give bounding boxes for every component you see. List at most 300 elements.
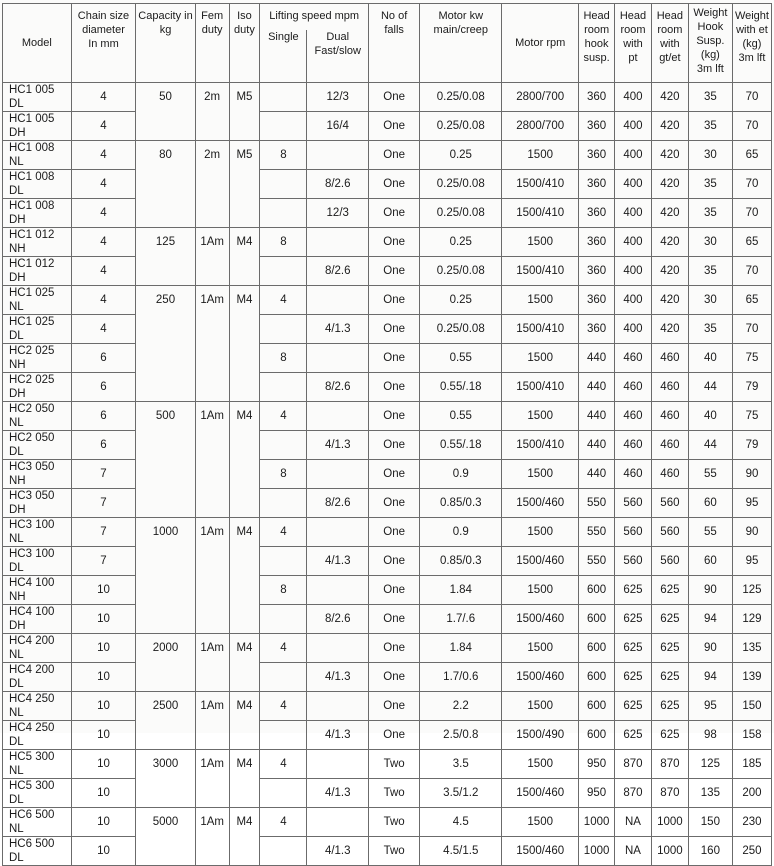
cell-head-room-pt: 560 bbox=[615, 518, 652, 547]
cell-motor-kw: 1.7/.6 bbox=[420, 605, 502, 634]
cell-model: HC4 250 NL bbox=[3, 692, 72, 721]
cell-speed-dual: 4/1.3 bbox=[307, 663, 369, 692]
cell-iso-duty bbox=[229, 663, 260, 692]
cell-speed-dual bbox=[307, 576, 369, 605]
col-header-fem-duty: Fem duty bbox=[195, 4, 229, 83]
cell-model: HC2 025 DH bbox=[3, 373, 72, 402]
cell-falls: One bbox=[369, 257, 420, 286]
cell-head-room-hook: 360 bbox=[579, 315, 615, 344]
cell-capacity bbox=[136, 315, 195, 344]
cell-capacity bbox=[136, 199, 195, 228]
cell-weight-et: 70 bbox=[732, 83, 771, 112]
col-header-head-room-gt: Head room with gt/et bbox=[651, 4, 688, 83]
cell-speed-single bbox=[260, 779, 307, 808]
cell-head-room-pt: 625 bbox=[615, 576, 652, 605]
cell-head-room-gt: 625 bbox=[651, 663, 688, 692]
table-row bbox=[3, 460, 772, 489]
cell-iso-duty bbox=[229, 373, 260, 402]
cell-model: HC1 005 DL bbox=[3, 83, 72, 112]
cell-motor-kw: 0.9 bbox=[420, 460, 502, 489]
cell-fem-duty bbox=[195, 373, 229, 402]
cell-falls: One bbox=[369, 315, 420, 344]
col-header-weight-hook: Weight Hook Susp. (kg) 3m lft bbox=[688, 4, 732, 83]
cell-falls: Two bbox=[369, 837, 420, 866]
cell-head-room-hook: 440 bbox=[579, 460, 615, 489]
cell-iso-duty bbox=[229, 605, 260, 634]
cell-head-room-gt: 420 bbox=[651, 315, 688, 344]
cell-iso-duty bbox=[229, 547, 260, 576]
cell-iso-duty bbox=[229, 199, 260, 228]
table-row bbox=[3, 808, 772, 837]
cell-falls: One bbox=[369, 199, 420, 228]
cell-head-room-gt: 1000 bbox=[651, 837, 688, 866]
cell-head-room-hook: 440 bbox=[579, 344, 615, 373]
cell-speed-dual: 4/1.3 bbox=[307, 837, 369, 866]
cell-motor-rpm: 1500 bbox=[502, 692, 579, 721]
cell-iso-duty: M5 bbox=[229, 83, 260, 112]
cell-weight-et: 65 bbox=[732, 286, 771, 315]
cell-motor-kw: 0.55 bbox=[420, 402, 502, 431]
cell-weight-hook: 35 bbox=[688, 83, 732, 112]
cell-chain-size: 10 bbox=[71, 605, 136, 634]
cell-head-room-hook: 360 bbox=[579, 141, 615, 170]
col-header-motor-rpm: Motor rpm bbox=[502, 4, 579, 83]
cell-chain-size: 10 bbox=[71, 663, 136, 692]
cell-falls: One bbox=[369, 170, 420, 199]
cell-motor-rpm: 2800/700 bbox=[502, 83, 579, 112]
cell-speed-single bbox=[260, 83, 307, 112]
cell-motor-kw: 0.9 bbox=[420, 518, 502, 547]
cell-weight-hook: 60 bbox=[688, 547, 732, 576]
cell-fem-duty bbox=[195, 721, 229, 750]
cell-speed-dual: 8/2.6 bbox=[307, 605, 369, 634]
cell-head-room-pt: 625 bbox=[615, 663, 652, 692]
cell-model: HC1 008 DH bbox=[3, 199, 72, 228]
cell-motor-rpm: 1500/460 bbox=[502, 779, 579, 808]
cell-motor-rpm: 1500/460 bbox=[502, 547, 579, 576]
cell-motor-kw: 0.25/0.08 bbox=[420, 112, 502, 141]
cell-motor-kw: 0.25 bbox=[420, 141, 502, 170]
cell-capacity: 2000 bbox=[136, 634, 195, 663]
cell-motor-kw: 2.2 bbox=[420, 692, 502, 721]
cell-weight-et: 139 bbox=[732, 663, 771, 692]
cell-fem-duty bbox=[195, 663, 229, 692]
cell-falls: One bbox=[369, 373, 420, 402]
cell-weight-et: 65 bbox=[732, 228, 771, 257]
cell-model: HC4 200 DL bbox=[3, 663, 72, 692]
cell-chain-size: 6 bbox=[71, 373, 136, 402]
cell-speed-single: 8 bbox=[260, 141, 307, 170]
cell-model: HC3 100 NL bbox=[3, 518, 72, 547]
table-row bbox=[3, 344, 772, 373]
cell-head-room-pt: 625 bbox=[615, 721, 652, 750]
cell-falls: One bbox=[369, 518, 420, 547]
cell-falls: Two bbox=[369, 808, 420, 837]
cell-model: HC1 025 DL bbox=[3, 315, 72, 344]
cell-motor-rpm: 1500 bbox=[502, 460, 579, 489]
cell-capacity: 2500 bbox=[136, 692, 195, 721]
cell-head-room-pt: 400 bbox=[615, 257, 652, 286]
cell-head-room-hook: 600 bbox=[579, 692, 615, 721]
cell-head-room-pt: 625 bbox=[615, 692, 652, 721]
cell-falls: One bbox=[369, 721, 420, 750]
cell-weight-et: 200 bbox=[732, 779, 771, 808]
cell-iso-duty bbox=[229, 460, 260, 489]
cell-weight-hook: 35 bbox=[688, 199, 732, 228]
cell-capacity bbox=[136, 257, 195, 286]
cell-head-room-pt: 400 bbox=[615, 199, 652, 228]
cell-weight-et: 75 bbox=[732, 344, 771, 373]
cell-iso-duty: M4 bbox=[229, 692, 260, 721]
cell-motor-rpm: 1500 bbox=[502, 518, 579, 547]
cell-iso-duty bbox=[229, 170, 260, 199]
cell-head-room-gt: 625 bbox=[651, 605, 688, 634]
cell-motor-kw: 0.85/0.3 bbox=[420, 547, 502, 576]
cell-chain-size: 4 bbox=[71, 141, 136, 170]
cell-speed-dual bbox=[307, 460, 369, 489]
cell-head-room-gt: 625 bbox=[651, 692, 688, 721]
cell-iso-duty: M4 bbox=[229, 286, 260, 315]
cell-chain-size: 10 bbox=[71, 808, 136, 837]
cell-iso-duty bbox=[229, 721, 260, 750]
table-row bbox=[3, 141, 772, 170]
cell-head-room-gt: 420 bbox=[651, 199, 688, 228]
cell-motor-kw: 0.25 bbox=[420, 286, 502, 315]
cell-model: HC4 200 NL bbox=[3, 634, 72, 663]
cell-motor-kw: 0.25/0.08 bbox=[420, 83, 502, 112]
cell-head-room-gt: 870 bbox=[651, 750, 688, 779]
cell-iso-duty bbox=[229, 837, 260, 866]
cell-model: HC4 100 DH bbox=[3, 605, 72, 634]
cell-motor-kw: 0.55/.18 bbox=[420, 431, 502, 460]
table-row bbox=[3, 83, 772, 112]
cell-speed-single bbox=[260, 663, 307, 692]
cell-chain-size: 6 bbox=[71, 344, 136, 373]
cell-motor-rpm: 1500/460 bbox=[502, 605, 579, 634]
cell-capacity: 5000 bbox=[136, 808, 195, 837]
cell-falls: One bbox=[369, 605, 420, 634]
cell-iso-duty: M4 bbox=[229, 634, 260, 663]
cell-model: HC2 050 DL bbox=[3, 431, 72, 460]
cell-head-room-hook: 550 bbox=[579, 547, 615, 576]
cell-model: HC2 050 NL bbox=[3, 402, 72, 431]
cell-head-room-pt: NA bbox=[615, 808, 652, 837]
cell-motor-rpm: 1500/460 bbox=[502, 837, 579, 866]
col-header-dual: Dual Fast/slow bbox=[307, 30, 369, 83]
cell-head-room-gt: 1000 bbox=[651, 808, 688, 837]
cell-speed-single bbox=[260, 315, 307, 344]
cell-chain-size: 4 bbox=[71, 315, 136, 344]
col-header-single: Single bbox=[260, 30, 307, 83]
cell-head-room-pt: 400 bbox=[615, 286, 652, 315]
cell-head-room-gt: 625 bbox=[651, 721, 688, 750]
cell-motor-rpm: 1500 bbox=[502, 634, 579, 663]
cell-model: HC1 008 NL bbox=[3, 141, 72, 170]
cell-chain-size: 7 bbox=[71, 518, 136, 547]
cell-head-room-hook: 550 bbox=[579, 518, 615, 547]
cell-motor-rpm: 1500 bbox=[502, 344, 579, 373]
cell-chain-size: 10 bbox=[71, 750, 136, 779]
cell-head-room-pt: 400 bbox=[615, 141, 652, 170]
cell-head-room-pt: 625 bbox=[615, 605, 652, 634]
cell-speed-single: 8 bbox=[260, 460, 307, 489]
cell-head-room-hook: 440 bbox=[579, 373, 615, 402]
cell-model: HC6 500 DL bbox=[3, 837, 72, 866]
table-row bbox=[3, 663, 772, 692]
cell-capacity bbox=[136, 837, 195, 866]
cell-weight-hook: 60 bbox=[688, 489, 732, 518]
cell-falls: Two bbox=[369, 750, 420, 779]
cell-model: HC2 025 NH bbox=[3, 344, 72, 373]
cell-chain-size: 10 bbox=[71, 779, 136, 808]
cell-capacity: 80 bbox=[136, 141, 195, 170]
cell-head-room-hook: 950 bbox=[579, 779, 615, 808]
cell-fem-duty: 1Am bbox=[195, 228, 229, 257]
cell-falls: One bbox=[369, 460, 420, 489]
cell-chain-size: 4 bbox=[71, 286, 136, 315]
cell-speed-dual: 8/2.6 bbox=[307, 373, 369, 402]
cell-speed-single bbox=[260, 170, 307, 199]
cell-head-room-pt: 400 bbox=[615, 112, 652, 141]
cell-weight-et: 185 bbox=[732, 750, 771, 779]
cell-motor-rpm: 1500/490 bbox=[502, 721, 579, 750]
cell-chain-size: 6 bbox=[71, 431, 136, 460]
cell-iso-duty bbox=[229, 489, 260, 518]
cell-motor-kw: 1.84 bbox=[420, 576, 502, 605]
table-row bbox=[3, 315, 772, 344]
cell-head-room-gt: 560 bbox=[651, 518, 688, 547]
cell-falls: One bbox=[369, 286, 420, 315]
cell-fem-duty: 1Am bbox=[195, 750, 229, 779]
cell-weight-hook: 94 bbox=[688, 605, 732, 634]
cell-weight-et: 90 bbox=[732, 460, 771, 489]
cell-fem-duty bbox=[195, 576, 229, 605]
cell-head-room-hook: 1000 bbox=[579, 808, 615, 837]
cell-speed-single bbox=[260, 721, 307, 750]
cell-capacity bbox=[136, 721, 195, 750]
cell-weight-hook: 30 bbox=[688, 228, 732, 257]
cell-iso-duty: M5 bbox=[229, 141, 260, 170]
cell-weight-hook: 35 bbox=[688, 112, 732, 141]
cell-motor-kw: 1.7/0.6 bbox=[420, 663, 502, 692]
cell-weight-et: 158 bbox=[732, 721, 771, 750]
cell-head-room-pt: 460 bbox=[615, 460, 652, 489]
cell-falls: One bbox=[369, 431, 420, 460]
cell-weight-et: 150 bbox=[732, 692, 771, 721]
cell-chain-size: 4 bbox=[71, 83, 136, 112]
cell-head-room-hook: 360 bbox=[579, 112, 615, 141]
cell-head-room-pt: 400 bbox=[615, 228, 652, 257]
cell-motor-kw: 0.85/0.3 bbox=[420, 489, 502, 518]
cell-speed-single: 4 bbox=[260, 402, 307, 431]
cell-weight-hook: 98 bbox=[688, 721, 732, 750]
cell-head-room-pt: 400 bbox=[615, 315, 652, 344]
cell-head-room-gt: 460 bbox=[651, 431, 688, 460]
cell-motor-kw: 4.5 bbox=[420, 808, 502, 837]
cell-speed-dual bbox=[307, 344, 369, 373]
cell-chain-size: 6 bbox=[71, 402, 136, 431]
cell-weight-hook: 150 bbox=[688, 808, 732, 837]
cell-iso-duty: M4 bbox=[229, 808, 260, 837]
cell-motor-rpm: 1500/410 bbox=[502, 257, 579, 286]
cell-model: HC1 012 DH bbox=[3, 257, 72, 286]
cell-motor-kw: 0.25 bbox=[420, 228, 502, 257]
cell-weight-et: 79 bbox=[732, 431, 771, 460]
cell-falls: One bbox=[369, 489, 420, 518]
cell-motor-rpm: 1500/460 bbox=[502, 489, 579, 518]
cell-capacity bbox=[136, 489, 195, 518]
cell-weight-hook: 90 bbox=[688, 634, 732, 663]
table-row bbox=[3, 112, 772, 141]
cell-iso-duty bbox=[229, 257, 260, 286]
cell-motor-kw: 0.55/.18 bbox=[420, 373, 502, 402]
cell-capacity: 1000 bbox=[136, 518, 195, 547]
cell-weight-hook: 125 bbox=[688, 750, 732, 779]
cell-speed-dual: 4/1.3 bbox=[307, 779, 369, 808]
cell-fem-duty bbox=[195, 199, 229, 228]
cell-falls: One bbox=[369, 83, 420, 112]
cell-model: HC1 008 DL bbox=[3, 170, 72, 199]
cell-weight-et: 70 bbox=[732, 112, 771, 141]
cell-capacity bbox=[136, 431, 195, 460]
cell-motor-rpm: 1500 bbox=[502, 808, 579, 837]
col-header-head-room-hook: Head room hook susp. bbox=[579, 4, 615, 83]
cell-speed-dual: 8/2.6 bbox=[307, 170, 369, 199]
cell-iso-duty bbox=[229, 431, 260, 460]
cell-falls: One bbox=[369, 228, 420, 257]
cell-fem-duty: 1Am bbox=[195, 402, 229, 431]
cell-head-room-pt: 400 bbox=[615, 83, 652, 112]
cell-head-room-hook: 360 bbox=[579, 170, 615, 199]
cell-falls: One bbox=[369, 634, 420, 663]
cell-weight-hook: 40 bbox=[688, 344, 732, 373]
cell-speed-dual bbox=[307, 402, 369, 431]
cell-weight-et: 95 bbox=[732, 547, 771, 576]
cell-weight-et: 230 bbox=[732, 808, 771, 837]
cell-motor-rpm: 1500 bbox=[502, 402, 579, 431]
cell-motor-kw: 2.5/0.8 bbox=[420, 721, 502, 750]
col-header-lifting-speed: Lifting speed mpm bbox=[260, 4, 369, 30]
cell-capacity bbox=[136, 460, 195, 489]
cell-weight-et: 135 bbox=[732, 634, 771, 663]
cell-falls: One bbox=[369, 344, 420, 373]
cell-model: HC1 025 NL bbox=[3, 286, 72, 315]
cell-motor-kw: 3.5/1.2 bbox=[420, 779, 502, 808]
cell-head-room-gt: 420 bbox=[651, 228, 688, 257]
cell-head-room-gt: 420 bbox=[651, 112, 688, 141]
cell-capacity bbox=[136, 663, 195, 692]
cell-weight-et: 75 bbox=[732, 402, 771, 431]
cell-speed-single bbox=[260, 199, 307, 228]
cell-weight-hook: 35 bbox=[688, 315, 732, 344]
table-row bbox=[3, 199, 772, 228]
cell-speed-dual: 4/1.3 bbox=[307, 721, 369, 750]
cell-head-room-pt: 560 bbox=[615, 547, 652, 576]
cell-speed-dual bbox=[307, 518, 369, 547]
cell-head-room-gt: 460 bbox=[651, 460, 688, 489]
cell-speed-single: 4 bbox=[260, 750, 307, 779]
cell-head-room-pt: 460 bbox=[615, 373, 652, 402]
cell-head-room-pt: 560 bbox=[615, 489, 652, 518]
cell-motor-kw: 0.25/0.08 bbox=[420, 315, 502, 344]
cell-model: HC5 300 NL bbox=[3, 750, 72, 779]
cell-head-room-hook: 600 bbox=[579, 576, 615, 605]
cell-capacity bbox=[136, 576, 195, 605]
cell-motor-kw: 0.25/0.08 bbox=[420, 199, 502, 228]
cell-motor-rpm: 2800/700 bbox=[502, 112, 579, 141]
table-row bbox=[3, 402, 772, 431]
col-header-falls: No of falls bbox=[369, 4, 420, 83]
cell-weight-hook: 135 bbox=[688, 779, 732, 808]
cell-head-room-gt: 625 bbox=[651, 634, 688, 663]
cell-head-room-gt: 460 bbox=[651, 344, 688, 373]
table-row bbox=[3, 257, 772, 286]
cell-speed-single bbox=[260, 605, 307, 634]
cell-speed-dual bbox=[307, 692, 369, 721]
cell-head-room-pt: 625 bbox=[615, 634, 652, 663]
cell-head-room-hook: 600 bbox=[579, 721, 615, 750]
table-row bbox=[3, 547, 772, 576]
cell-head-room-gt: 460 bbox=[651, 373, 688, 402]
cell-head-room-hook: 360 bbox=[579, 199, 615, 228]
cell-fem-duty bbox=[195, 605, 229, 634]
cell-capacity: 500 bbox=[136, 402, 195, 431]
cell-head-room-pt: 870 bbox=[615, 779, 652, 808]
cell-capacity bbox=[136, 779, 195, 808]
cell-fem-duty bbox=[195, 489, 229, 518]
cell-weight-et: 95 bbox=[732, 489, 771, 518]
cell-iso-duty bbox=[229, 112, 260, 141]
cell-head-room-pt: 460 bbox=[615, 431, 652, 460]
cell-weight-hook: 44 bbox=[688, 373, 732, 402]
table-row bbox=[3, 170, 772, 199]
cell-speed-dual: 4/1.3 bbox=[307, 431, 369, 460]
cell-capacity bbox=[136, 112, 195, 141]
cell-iso-duty bbox=[229, 576, 260, 605]
cell-head-room-gt: 560 bbox=[651, 547, 688, 576]
cell-weight-hook: 40 bbox=[688, 402, 732, 431]
cell-capacity: 250 bbox=[136, 286, 195, 315]
cell-weight-hook: 55 bbox=[688, 460, 732, 489]
cell-motor-rpm: 1500 bbox=[502, 576, 579, 605]
cell-speed-single bbox=[260, 489, 307, 518]
cell-falls: Two bbox=[369, 779, 420, 808]
cell-fem-duty: 2m bbox=[195, 141, 229, 170]
cell-falls: One bbox=[369, 112, 420, 141]
cell-iso-duty: M4 bbox=[229, 402, 260, 431]
cell-speed-single bbox=[260, 112, 307, 141]
cell-head-room-hook: 950 bbox=[579, 750, 615, 779]
col-header-weight-et: Weight with et (kg) 3m lft bbox=[732, 4, 771, 83]
cell-fem-duty bbox=[195, 112, 229, 141]
cell-model: HC3 100 DL bbox=[3, 547, 72, 576]
cell-weight-et: 90 bbox=[732, 518, 771, 547]
cell-fem-duty bbox=[195, 460, 229, 489]
cell-chain-size: 4 bbox=[71, 257, 136, 286]
cell-speed-dual: 4/1.3 bbox=[307, 315, 369, 344]
cell-weight-et: 79 bbox=[732, 373, 771, 402]
cell-chain-size: 10 bbox=[71, 721, 136, 750]
cell-falls: One bbox=[369, 576, 420, 605]
cell-head-room-gt: 420 bbox=[651, 83, 688, 112]
cell-weight-hook: 35 bbox=[688, 257, 732, 286]
cell-speed-dual bbox=[307, 286, 369, 315]
cell-head-room-pt: 460 bbox=[615, 402, 652, 431]
cell-chain-size: 7 bbox=[71, 547, 136, 576]
cell-motor-kw: 4.5/1.5 bbox=[420, 837, 502, 866]
cell-falls: One bbox=[369, 141, 420, 170]
cell-chain-size: 10 bbox=[71, 634, 136, 663]
